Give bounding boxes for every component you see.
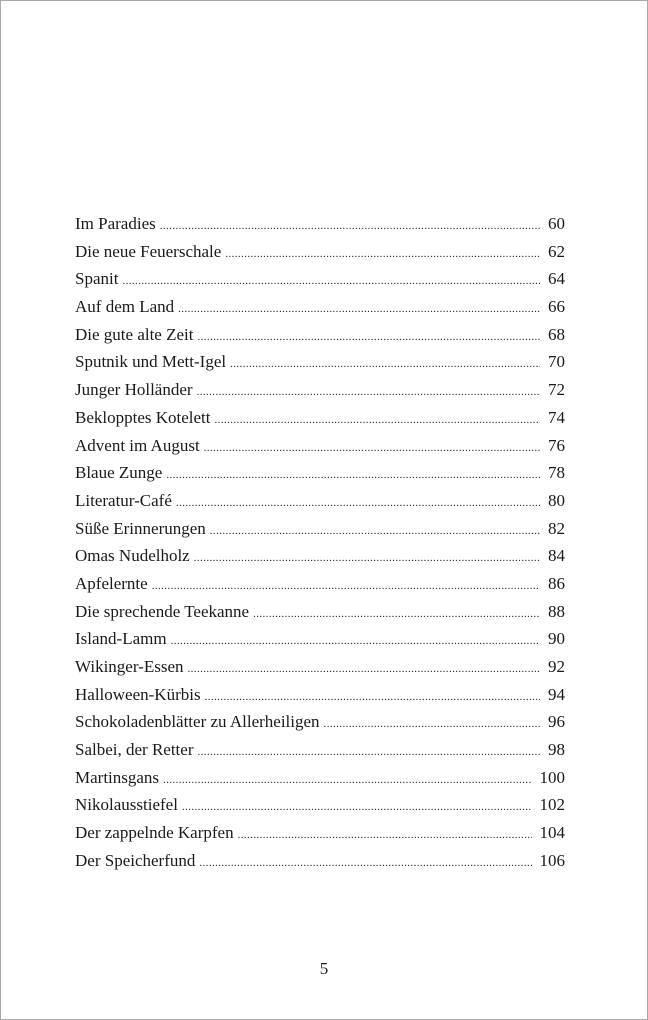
toc-entry-title: Wikinger-Essen [75,657,184,676]
toc-entry [75,847,565,875]
toc-leader-dots [178,296,540,321]
toc-entry [75,570,565,598]
toc-entry [75,265,565,293]
toc-entry-page: 84 [548,546,565,566]
toc-leader-dots [188,656,541,681]
toc-leader-dots [166,462,540,487]
toc-leader-dots [230,351,540,376]
toc-entry-title: Die gute alte Zeit [75,324,194,344]
toc-entry-title: Martinsgans [75,767,160,787]
toc-entry-page: 88 [548,601,565,621]
toc-leader-dots [204,435,540,460]
toc-entry-page: 80 [548,490,565,510]
toc-entry [75,736,565,764]
toc-leader-dots [152,573,540,598]
toc-leader-dots [122,268,540,293]
toc-leader-dots [197,324,540,349]
toc-leader-dots [253,601,540,626]
toc-entry-page: 66 [548,297,565,317]
toc-entry-title: Omas Nudelholz [75,546,190,566]
toc-entry [75,376,565,404]
toc-entry-page: 64 [548,269,565,289]
toc-entry-title: Die neue Feuerschale [75,241,222,261]
toc-entry [75,210,565,238]
toc-entry-page: 100 [539,767,565,787]
toc-entry [75,459,565,487]
toc-entry [75,238,565,266]
toc-entry-page: 90 [548,629,565,649]
toc-leader-dots [163,767,531,792]
toc-leader-dots [194,545,540,570]
toc-entry-title: Nikolausstiefel [75,795,178,815]
toc-leader-dots [225,241,540,266]
toc-entry-title: Sputnik und Mett-Igel [75,352,227,372]
toc-entry-page: 74 [548,407,565,427]
toc-entry [75,625,565,653]
toc-entry-title: Der zappelnde Karpfen [75,823,234,843]
toc-entry [75,515,565,543]
toc-entry-title: Auf dem Land [75,297,175,317]
toc-entry [75,819,565,847]
toc-entry-page: 106 [539,850,565,870]
toc-entry-page: 102 [539,795,565,815]
toc-entry-title: Spanit [75,269,119,289]
toc-entry-title: Schokoladenblätter zu Allerheiligen [75,712,320,732]
toc-entry-page: 92 [548,657,565,676]
toc-entry [75,293,565,321]
toc-leader-dots [205,684,540,709]
toc-entry-title: Beklopptes Kotelett [75,407,211,427]
toc-entry [75,542,565,570]
toc-entry [75,348,565,376]
toc-entry-page: 78 [548,463,565,483]
toc-entry-title: Süße Erinnerungen [75,518,206,538]
toc-leader-dots [171,628,540,653]
page-number: 5 [319,959,329,978]
toc-entry [75,487,565,515]
toc-leader-dots [160,213,540,238]
toc-entry-title: Junger Holländer [75,380,193,400]
toc-leader-dots [176,490,540,515]
toc-entry-title: Halloween-Kürbis [75,684,201,704]
toc-entry [75,598,565,626]
toc-entry-page: 68 [548,324,565,344]
toc-entry [75,653,565,681]
toc-entry-title: Literatur-Café [75,490,172,510]
toc-leader-dots [198,739,541,764]
toc-entry-page: 60 [548,214,565,233]
toc-entry [75,764,565,792]
toc-leader-dots [210,518,540,543]
toc-leader-dots [324,711,540,736]
toc-entry [75,404,565,432]
toc-entry [75,321,565,349]
toc-leader-dots [199,850,531,875]
toc-entry-title: Der Speicherfund [75,850,196,870]
toc-entry-page: 76 [548,435,565,455]
toc-entry-title: Blaue Zunge [75,463,163,483]
toc-entry-page: 72 [548,380,565,400]
toc-entry-page: 70 [548,352,565,372]
toc-entry [75,708,565,736]
toc-entry [75,791,565,819]
toc-entry-title: Im Paradies [75,214,156,233]
toc-entry-page: 98 [548,740,565,760]
toc-entry [75,681,565,709]
toc-entry [75,432,565,460]
toc-leader-dots [197,379,540,404]
toc-entry-page: 62 [548,241,565,261]
toc-entry-page: 86 [548,573,565,593]
toc-leader-dots [215,407,540,432]
table-of-contents [75,210,565,875]
toc-entry-title: Salbei, der Retter [75,740,194,760]
toc-entry-title: Advent im August [75,435,200,455]
toc-entry-page: 82 [548,518,565,538]
toc-entry-title: Apfelernte [75,573,148,593]
toc-entry-page: 94 [548,684,565,704]
toc-leader-dots [238,822,532,847]
toc-entry-title: Island-Lamm [75,629,167,649]
toc-entry-page: 104 [539,823,565,843]
toc-leader-dots [182,794,532,819]
toc-entry-title: Die sprechende Teekanne [75,601,250,621]
toc-entry-page: 96 [548,712,565,732]
